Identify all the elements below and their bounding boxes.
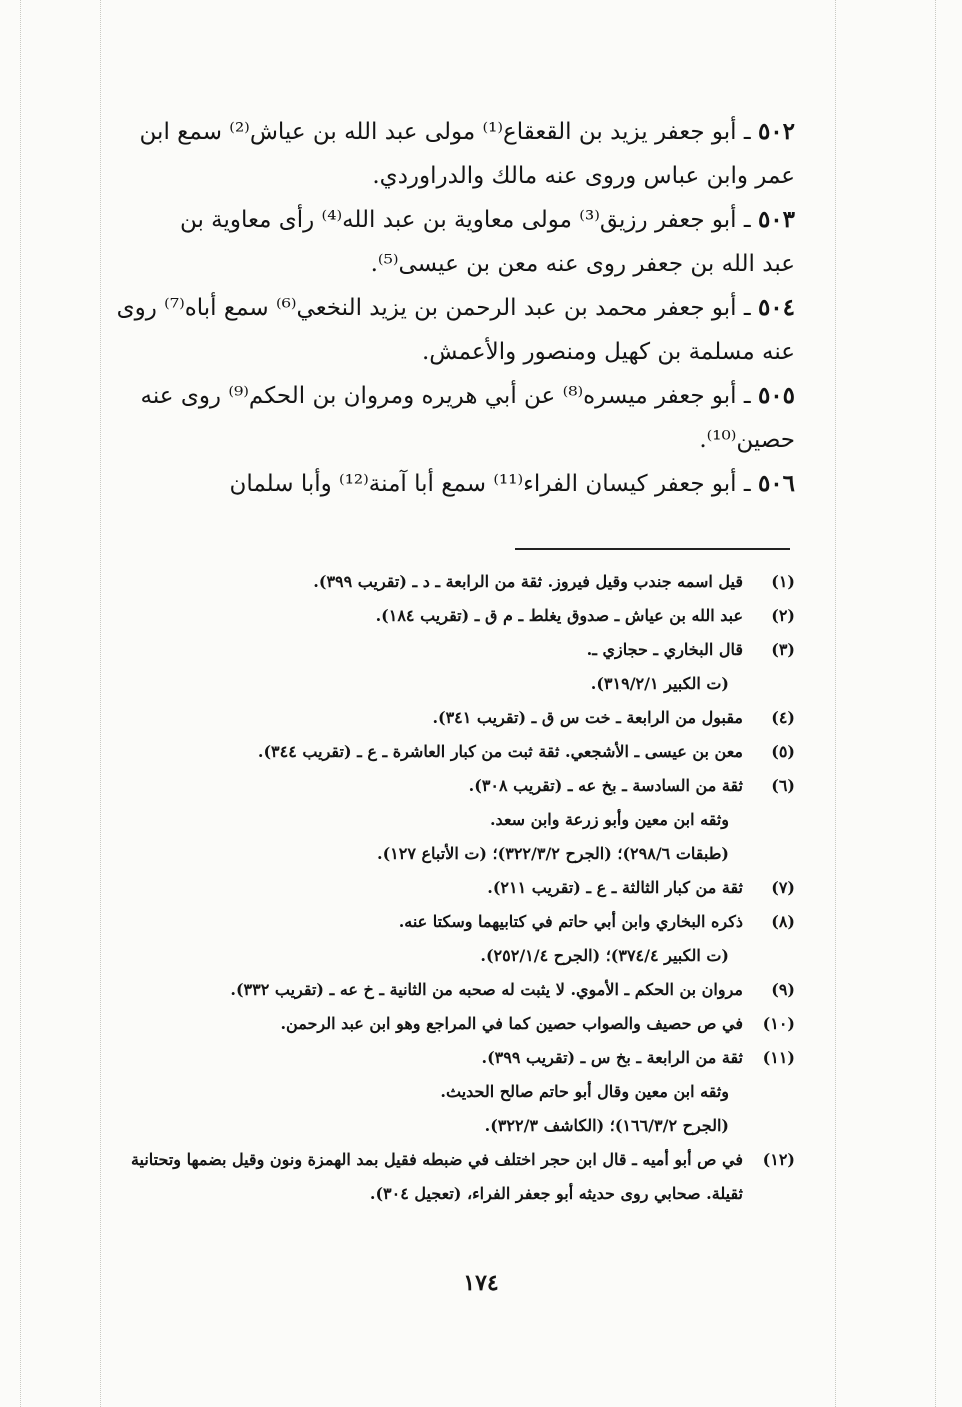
page-edge-dotted-line — [935, 0, 936, 1407]
entry-line: حصين⁽¹⁰⁾. — [699, 427, 795, 453]
footnotes — [90, 565, 795, 1211]
footnote-text: ثقة من الرابعة ـ بخ س ـ (تقريب ٣٩٩). — [481, 1048, 743, 1067]
main-text — [95, 110, 795, 506]
footnote-number: (١١) — [762, 1048, 795, 1067]
footnote-text: ثقيلة. صحابي روى حديثه أبو جعفر الفراء، (تعجيل ٣٠٤). — [369, 1184, 743, 1203]
entry-number: ٥٠٤ — [757, 294, 795, 321]
page-edge-dotted-line — [20, 0, 21, 1407]
footnote-9 — [90, 973, 795, 1007]
footnote-text: مروان بن الحكم ـ الأموي. لا يثبت له صحبه من الثانية ـ خ عه ـ (تقريب ٣٣٢). — [230, 980, 743, 999]
entry-503 — [95, 198, 795, 286]
entry-504 — [95, 286, 795, 374]
entry-number: ٥٠٥ — [757, 382, 795, 409]
footnote-10 — [90, 1007, 795, 1041]
footnote-text: ذكره البخاري وابن أبي حاتم في كتابيهما وسكتا عنه. — [398, 912, 743, 931]
page-edge-dotted-line — [835, 0, 836, 1407]
footnote-number: (٩) — [771, 980, 795, 999]
entry-506 — [95, 462, 795, 506]
footnote-text: معن بن عيسى ـ الأشجعي. ثقة ثبت من كبار العاشرة ـ ع ـ (تقريب ٣٤٤). — [257, 742, 743, 761]
footnote-text: (ت الكبير ٣١٩/٢/١). — [590, 674, 729, 693]
page-number: ١٧٤ — [463, 1270, 499, 1296]
footnote-8 — [90, 905, 795, 973]
footnote-text: ثقة من كبار الثالثة ـ ع ـ (تقريب ٢١١). — [487, 878, 743, 897]
footnote-number: (٦) — [771, 776, 795, 795]
entry-line: ـ أبو جعفر رزيق⁽³⁾ مولى معاوية بن عبد الله⁽⁴⁾ رأى معاوية بن — [179, 207, 751, 233]
entry-line: ـ أبو جعفر محمد بن عبد الرحمن بن يزيد النخعي⁽⁶⁾ سمع أباه⁽⁷⁾ روى — [116, 295, 751, 321]
footnote-text: وثقه ابن معين وقال أبو حاتم صالح الحديث. — [440, 1082, 729, 1101]
footnote-text: عبد الله بن عياش ـ صدوق يغلط ـ م ق ـ (تقريب ١٨٤). — [375, 606, 743, 625]
footnote-number: (٨) — [771, 912, 795, 931]
footnote-number: (٥) — [771, 742, 795, 761]
entry-505 — [95, 374, 795, 462]
footnote-11 — [90, 1041, 795, 1143]
footnote-separator — [515, 548, 790, 550]
footnote-number: (١٠) — [762, 1014, 795, 1033]
footnote-4 — [90, 701, 795, 735]
footnote-text: في ص أبو أميه ـ قال ابن حجر اختلف في ضبطه فقيل بمد الهمزة ونون وقيل بضمها وتحتانية — [130, 1150, 743, 1169]
footnote-text: ثقة من السادسة ـ بخ عه ـ (تقريب ٣٠٨). — [468, 776, 743, 795]
entry-line: عمر وابن عباس وروى عنه مالك والدراوردي. — [372, 163, 795, 189]
footnote-text: (ت الكبير ٣٧٤/٤)؛ (الجرح ٢٥٢/١/٤). — [480, 946, 729, 965]
footnote-12 — [90, 1143, 795, 1211]
footnote-text: قيل اسمه جندب وقيل فيروز. ثقة من الرابعة ـ د ـ (تقريب ٣٩٩). — [313, 572, 743, 591]
footnote-text: وثقه ابن معين وأبو زرعة وابن سعد. — [489, 810, 729, 829]
entry-number: ٥٠٢ — [757, 118, 795, 145]
entry-number: ٥٠٣ — [757, 206, 795, 233]
entry-line: عنه مسلمة بن كهيل ومنصور والأعمش. — [421, 339, 795, 365]
footnote-number: (٣) — [771, 640, 795, 659]
entry-502 — [95, 110, 795, 198]
footnote-number: (٧) — [771, 878, 795, 897]
footnote-text: مقبول من الرابعة ـ خت س ق ـ (تقريب ٣٤١). — [432, 708, 743, 727]
footnote-text: في ص حصيف والصواب حصين كما في المراجع وهو ابن عبد الرحمن. — [280, 1014, 743, 1033]
footnote-5 — [90, 735, 795, 769]
footnote-number: (٤) — [771, 708, 795, 727]
footnote-text: (طبقات ٢٩٨/٦)؛ (الجرح ٣٢٢/٣/٢)؛ (ت الأتباع ١٢٧). — [377, 844, 729, 863]
footnote-number: (١) — [771, 572, 795, 591]
footnote-7 — [90, 871, 795, 905]
entry-line: عبد الله بن جعفر روى عنه معن بن عيسى⁽⁵⁾. — [370, 251, 795, 277]
footnote-6 — [90, 769, 795, 871]
footnote-text: (الجرح ١٦٦/٣/٢)؛ (الكاشف ٣٢٢/٣). — [484, 1116, 729, 1135]
footnote-text: قال البخاري ـ حجازي ـ. — [586, 640, 743, 659]
entry-line: ـ أبو جعفر يزيد بن القعقاع⁽¹⁾ مولى عبد الله بن عياش⁽²⁾ سمع ابن — [139, 119, 751, 145]
footnote-number: (٢) — [771, 606, 795, 625]
footnote-1 — [90, 565, 795, 599]
entry-line: ـ أبو جعفر كيسان الفراء⁽¹¹⁾ سمع أبا آمنة⁽¹²⁾ وأبا سلمان — [229, 471, 751, 497]
entry-line: ـ أبو جعفر ميسره⁽⁸⁾ عن أبي هريره ومروان بن الحكم⁽⁹⁾ روى عنه — [140, 383, 751, 409]
footnote-2 — [90, 599, 795, 633]
footnote-3 — [90, 633, 795, 701]
footnote-number: (١٢) — [762, 1150, 795, 1169]
entry-number: ٥٠٦ — [757, 470, 795, 497]
